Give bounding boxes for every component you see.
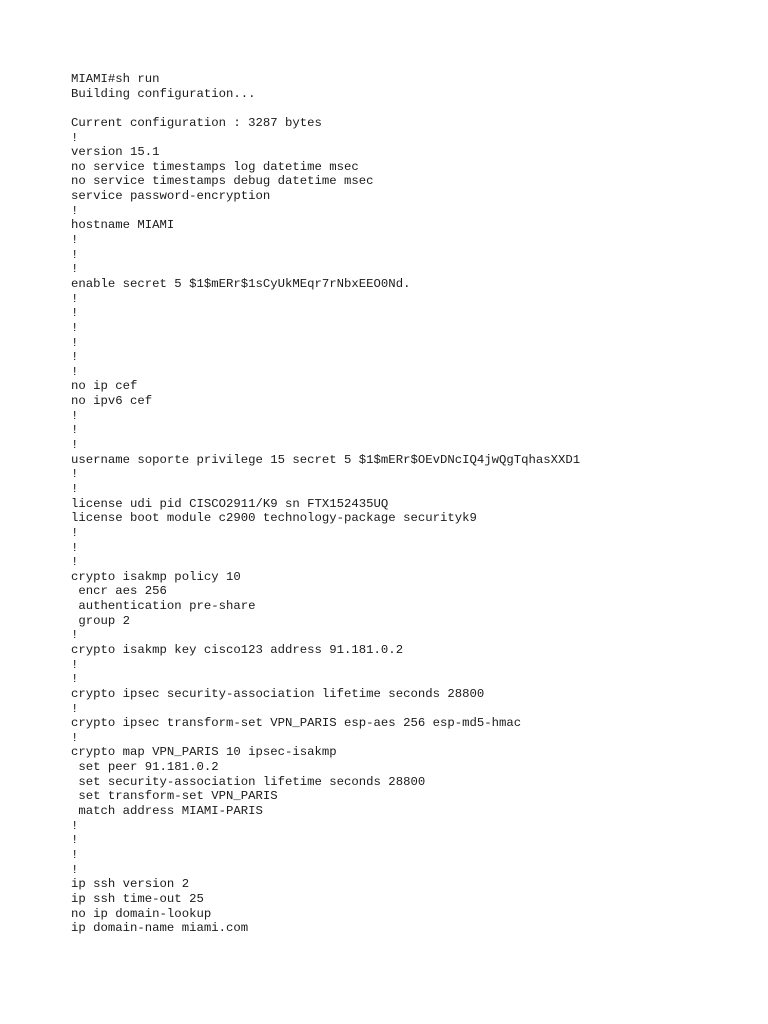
config-line: crypto isakmp key cisco123 address 91.181.0.2 bbox=[71, 642, 404, 657]
config-line: ip domain-name miami.com bbox=[71, 921, 249, 936]
config-line: ! bbox=[71, 540, 79, 555]
config-line: username soporte privilege 15 secret 5 $1$mERr$OEvDNcIQ4jwQgTqhasXXD1 bbox=[71, 452, 581, 467]
config-line: ! bbox=[71, 525, 79, 540]
config-line: set transform-set VPN_PARIS bbox=[71, 789, 278, 804]
config-line: ! bbox=[71, 130, 79, 145]
config-line: ! bbox=[71, 291, 79, 306]
config-line: ! bbox=[71, 847, 79, 862]
config-line: ip ssh time-out 25 bbox=[71, 891, 204, 906]
config-line: authentication pre-share bbox=[71, 599, 256, 614]
config-line: no service timestamps log datetime msec bbox=[71, 159, 359, 174]
config-line: ! bbox=[71, 335, 79, 350]
config-line: ! bbox=[71, 203, 79, 218]
config-line: service password-encryption bbox=[71, 189, 271, 204]
config-line bbox=[71, 101, 580, 116]
config-line: set peer 91.181.0.2 bbox=[71, 760, 219, 775]
config-line: ! bbox=[71, 262, 79, 277]
config-line: crypto ipsec transform-set VPN_PARIS esp-aes 256 esp-md5-hmac bbox=[71, 716, 522, 731]
config-line: ! bbox=[71, 730, 79, 745]
config-line: ! bbox=[71, 247, 79, 262]
config-line: ! bbox=[71, 423, 79, 438]
config-line: set security-association lifetime seconds 28800 bbox=[71, 774, 426, 789]
config-line: encr aes 256 bbox=[71, 584, 167, 599]
config-line: ! bbox=[71, 628, 79, 643]
config-line: ! bbox=[71, 555, 79, 570]
config-line: group 2 bbox=[71, 613, 131, 628]
config-line: ! bbox=[71, 657, 79, 672]
config-line: match address MIAMI-PARIS bbox=[71, 804, 263, 819]
config-line: ! bbox=[71, 408, 79, 423]
config-line: ! bbox=[71, 467, 79, 482]
config-line: ! bbox=[71, 701, 79, 716]
config-line: ! bbox=[71, 833, 79, 848]
config-line: MIAMI#sh run bbox=[71, 72, 160, 86]
config-line: version 15.1 bbox=[71, 145, 160, 160]
config-line: ! bbox=[71, 818, 79, 833]
config-line: ! bbox=[71, 306, 79, 321]
config-line: Current configuration : 3287 bytes bbox=[71, 115, 322, 130]
config-line: no ip cef bbox=[71, 379, 138, 394]
running-config-listing bbox=[71, 72, 580, 936]
config-line: no ip domain-lookup bbox=[71, 906, 212, 921]
config-line: ! bbox=[71, 672, 79, 687]
config-line: ! bbox=[71, 364, 79, 379]
config-line: no ipv6 cef bbox=[71, 394, 153, 409]
config-line: crypto isakmp policy 10 bbox=[71, 569, 241, 584]
config-line: ! bbox=[71, 320, 79, 335]
config-line: ! bbox=[71, 350, 79, 365]
config-line: ! bbox=[71, 233, 79, 248]
config-line: license udi pid CISCO2911/K9 sn FTX152435UQ bbox=[71, 496, 389, 511]
config-line: crypto ipsec security-association lifetime seconds 28800 bbox=[71, 686, 485, 701]
config-line: license boot module c2900 technology-package securityk9 bbox=[71, 511, 477, 526]
config-line: no service timestamps debug datetime msec bbox=[71, 174, 374, 189]
config-line: ! bbox=[71, 862, 79, 877]
config-line: crypto map VPN_PARIS 10 ipsec-isakmp bbox=[71, 745, 337, 760]
config-line: enable secret 5 $1$mERr$1sCyUkMEqr7rNbxEEO0Nd. bbox=[71, 276, 411, 291]
config-line: Building configuration... bbox=[71, 86, 256, 101]
config-line: ip ssh version 2 bbox=[71, 877, 190, 892]
config-line: ! bbox=[71, 438, 79, 453]
config-line: hostname MIAMI bbox=[71, 218, 175, 233]
config-line: ! bbox=[71, 481, 79, 496]
